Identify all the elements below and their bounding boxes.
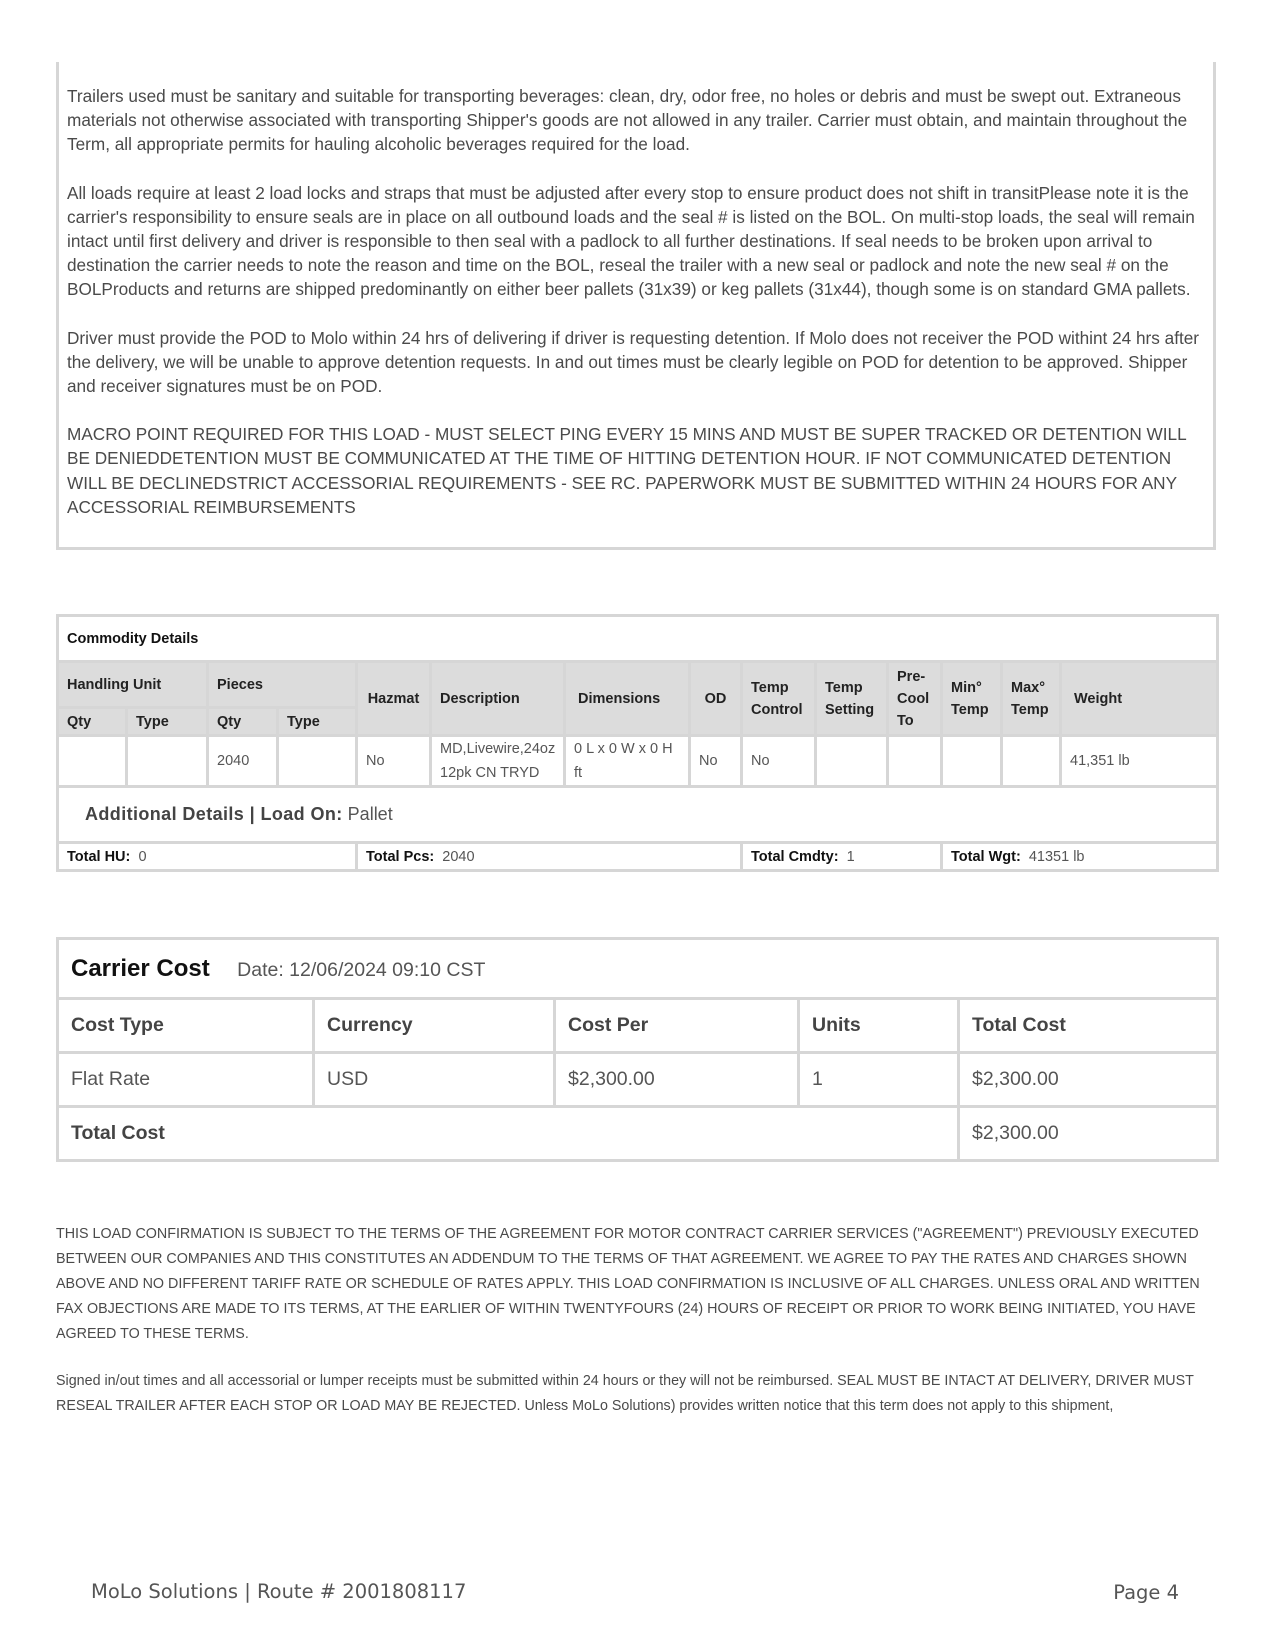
cell-description: MD,Livewire,24oz 12pk CN TRYD [431,736,565,787]
total-pcs: Total Pcs: 2040 [357,843,742,871]
cell-pcs-type [278,736,357,787]
cell-temp-control: No [742,736,816,787]
header-max-temp: Max° Temp [1002,662,1061,736]
cell-max-temp [1002,736,1061,787]
footer-route: MoLo Solutions | Route # 2001808117 [91,1580,467,1603]
header-pre-cool-to: Pre-Cool To [888,662,942,736]
cell-hu-type [127,736,208,787]
cell-hu-qty [58,736,127,787]
commodity-row [58,736,1218,787]
notes-trailer-requirements: Trailers used must be sanitary and suitable for transporting beverages: clean, dry, odor free, no holes or debris and must be swept out. Extraneous materials not otherwise associated with transporting Shipper's goods are not allowed in any trailer. Carrier must obtain, and maintain throughout the Term, all appropriate permits for hauling alcoholic beverages required for the load. [67,86,1188,155]
header-hazmat: Hazmat [357,662,431,736]
header-handling-unit: Handling Unit [58,662,208,708]
header-description: Description [431,662,565,736]
terms-agreement: THIS LOAD CONFIRMATION IS SUBJECT TO THE TERMS OF THE AGREEMENT FOR MOTOR CONTRACT CARRIER SERVICES ("AGREEMENT") PREVIOUSLY EXECUTED BETWEEN OUR COMPANIES AND THIS CONSTITUTES AN ADDENDUM TO THE TERMS OF THAT AGREEMENT. WE AGREE TO PAY THE RATES AND CHARGES SHOWN ABOVE AND NO DIFFERENT TARIFF RATE OR SCHEDULE OF RATES APPLY. THIS LOAD CONFIRMATION IS INCLUSIVE OF ALL CHARGES. UNLESS ORAL AND WRITTEN FAX OBJECTIONS ARE MADE TO ITS TERMS, AT THE EARLIER OF WITHIN TWENTYFOURS (24) HOURS OF RECEIPT OR PRIOR TO WORK BEING INITIATED, YOU HAVE AGREED TO THESE TERMS. [56,1226,1200,1342]
header-total-cost: Total Cost [959,999,1218,1053]
header-min-temp: Min° Temp [942,662,1002,736]
header-hu-type: Type [127,708,208,736]
cell-pre-cool-to [888,736,942,787]
additional-details-label: Additional Details | Load On: [85,804,343,824]
header-temp-setting: Temp Setting [816,662,888,736]
load-notes [56,62,1216,550]
cell-dimensions: 0 L x 0 W x 0 H ft [565,736,690,787]
cell-currency: USD [314,1053,555,1107]
total-cost-value: $2,300.00 [959,1107,1218,1161]
terms-signed-times: Signed in/out times and all accessorial or lumper receipts must be submitted within 24 hours or they will not be reimbursed. SEAL MUST BE INTACT AT DELIVERY, DRIVER MUST RESEAL TRAILER AFTER EACH STOP OR LOAD MAY BE REJECTED. Unless MoLo Solutions) provides written notice that this term does not apply to this shipment, [56,1373,1194,1414]
cell-weight: 41,351 lb [1061,736,1218,787]
footer-page-number: Page 4 [1113,1581,1179,1604]
header-dimensions: Dimensions [565,662,690,736]
cost-row [58,1053,1218,1107]
cell-od: No [690,736,742,787]
cell-cost-per: $2,300.00 [555,1053,799,1107]
total-cmdty: Total Cmdty: 1 [742,843,942,871]
cell-temp-setting [816,736,888,787]
header-pcs-type: Type [278,708,357,736]
header-cost-type: Cost Type [58,999,314,1053]
header-temp-control: Temp Control [742,662,816,736]
cell-cost-type: Flat Rate [58,1053,314,1107]
additional-details [58,787,1218,843]
header-cost-per: Cost Per [555,999,799,1053]
header-od: OD [690,662,742,736]
header-hu-qty: Qty [58,708,127,736]
total-hu: Total HU: 0 [58,843,357,871]
header-currency: Currency [314,999,555,1053]
notes-load-locks-seals: All loads require at least 2 load locks and straps that must be adjusted after every stop to ensure product does not shift in transitPlease note it is the carrier's responsibility to ensure seals are in place on all outbound loads and the seal # is listed on the BOL. On multi-stop loads, the seal will remain intact until first delivery and driver is responsible to then seal with a padlock to all further destinations. If seal needs to be broken upon arrival to destination the carrier needs to note the reason and time on the BOL, reseal the trailer with a new seal or padlock and note the new seal # on the BOLProducts and returns are shipped predominantly on either beer pallets (31x39) or keg pallets (31x44), though some is on standard GMA pallets. [67,182,1195,300]
cell-hazmat: No [357,736,431,787]
total-cost-label: Total Cost [58,1107,959,1161]
header-units: Units [799,999,959,1053]
carrier-cost-title: Carrier Cost [71,954,210,982]
header-pcs-qty: Qty [208,708,278,736]
header-weight: Weight [1061,662,1218,736]
cell-total-cost: $2,300.00 [959,1053,1218,1107]
notes-pod-detention: Driver must provide the POD to Molo within 24 hrs of delivering if driver is requesting detention. If Molo does not receiver the POD withint 24 hrs after the delivery, we will be unable to approve detention requests. In and out times must be clearly legible on POD for detention to be approved. Shipper and receiver signatures must be on POD. [67,327,1200,397]
commodity-details-table [56,614,1219,872]
carrier-cost-table [56,937,1219,1162]
header-pieces: Pieces [208,662,357,708]
commodity-title: Commodity Details [58,616,1218,662]
carrier-cost-date: Date: 12/06/2024 09:10 CST [237,958,486,981]
additional-details-value: Pallet [347,804,393,824]
cell-min-temp [942,736,1002,787]
notes-macro-point: MACRO POINT REQUIRED FOR THIS LOAD - MUST SELECT PING EVERY 15 MINS AND MUST BE SUPER TRACKED OR DETENTION WILL BE DENIEDDETENTION MUST BE COMMUNICATED AT THE TIME OF HITTING DETENTION HOUR. IF NOT COMMUNICATED DETENTION WILL BE DECLINEDSTRICT ACCESSORIAL REQUIREMENTS - SEE RC. PAPERWORK MUST BE SUBMITTED WITHIN 24 HOURS FOR ANY ACCESSORIAL REIMBURSEMENTS [67,424,1186,517]
total-wgt: Total Wgt: 41351 lb [942,843,1218,871]
carrier-cost-header [58,939,1218,999]
cell-pcs-qty: 2040 [208,736,278,787]
terms-section [56,1222,1220,1441]
cell-units: 1 [799,1053,959,1107]
